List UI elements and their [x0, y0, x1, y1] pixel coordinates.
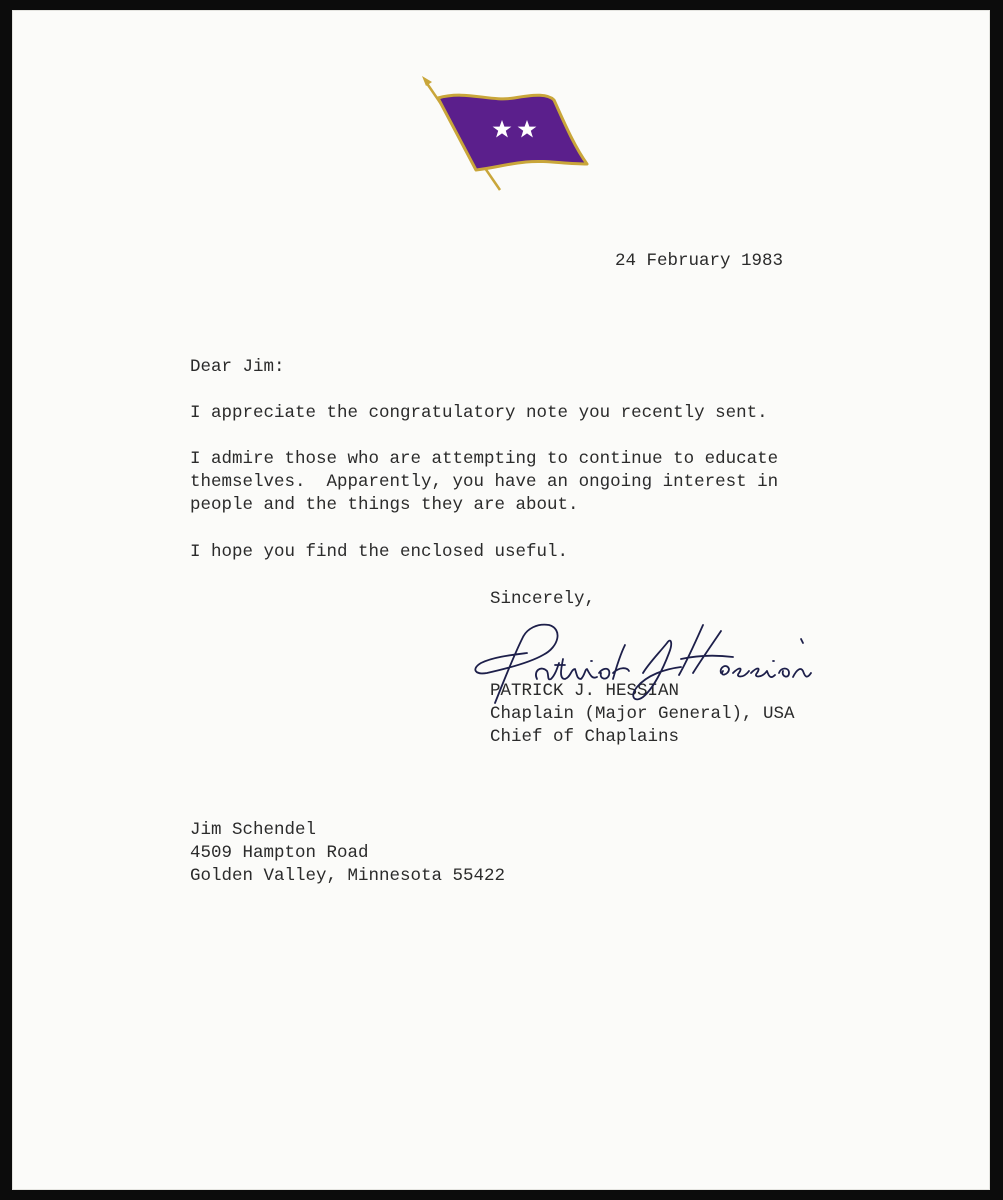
signer-office: Chief of Chaplains [490, 727, 680, 747]
recipient-city-line: Golden Valley, Minnesota 55422 [190, 866, 506, 886]
letter-date: 24 February 1983 [615, 251, 784, 271]
body-paragraph-2: I admire those who are attempting to continue to educate themselves. Apparently, you have an ongoing interest in people and the things they are about. [190, 449, 779, 515]
body-paragraph-3: I hope you find the enclosed useful. [190, 542, 569, 562]
letter-page [12, 10, 990, 1190]
two-star-general-flag-icon [414, 68, 589, 198]
body-paragraph-1: I appreciate the congratulatory note you recently sent. [190, 403, 768, 423]
closing: Sincerely, [490, 589, 596, 609]
salutation: Dear Jim: [190, 357, 285, 377]
signer-title: Chaplain (Major General), USA [490, 704, 795, 724]
signer-name: PATRICK J. HESSIAN [490, 681, 680, 701]
recipient-name: Jim Schendel [190, 820, 317, 840]
recipient-street: 4509 Hampton Road [190, 843, 369, 863]
